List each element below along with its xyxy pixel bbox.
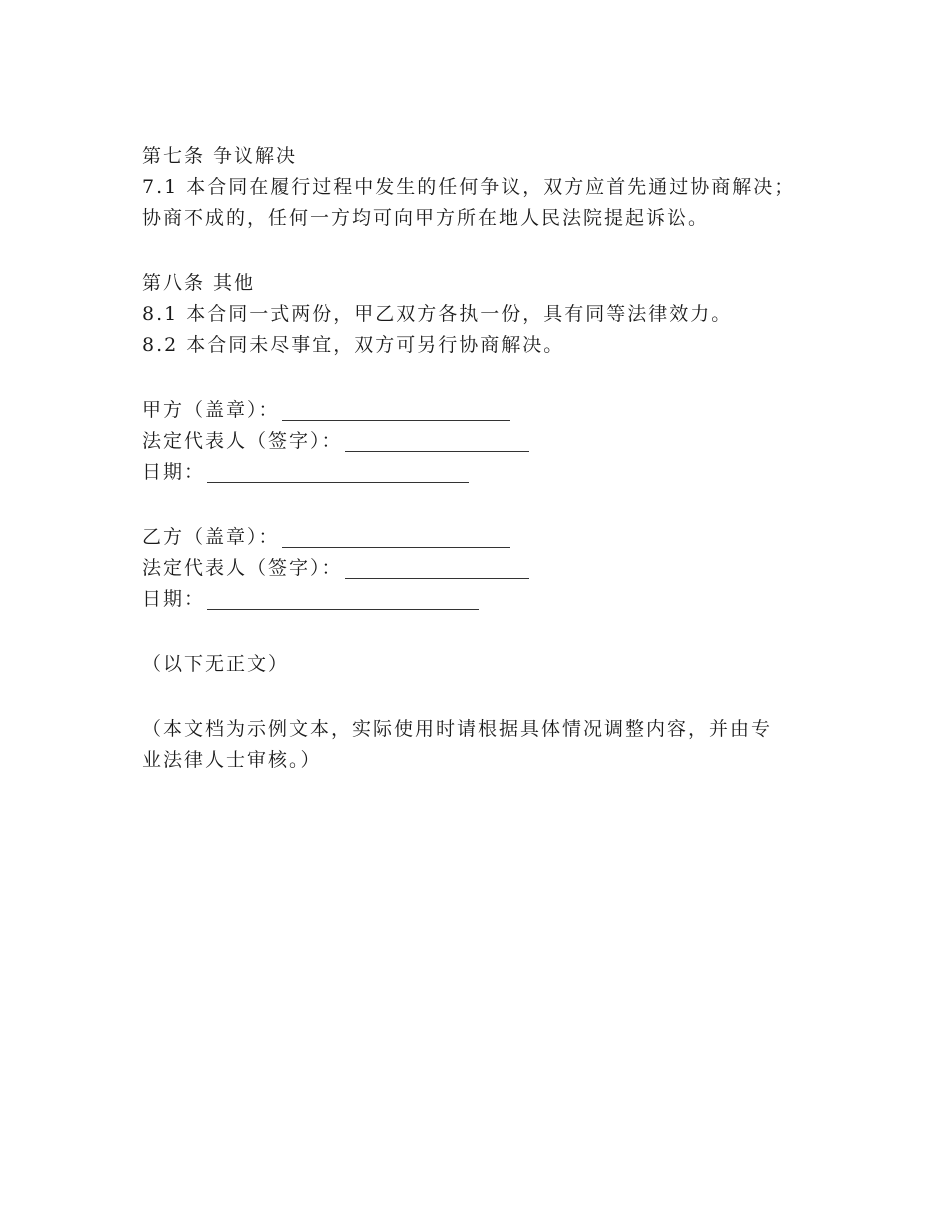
party-b-seal-label: 乙方（盖章）： bbox=[142, 526, 280, 548]
party-b-date-label: 日期： bbox=[142, 588, 206, 610]
party-b-seal-blank bbox=[282, 528, 510, 548]
party-b-rep-label: 法定代表人（签字）： bbox=[142, 557, 343, 579]
party-a-rep-blank bbox=[345, 432, 529, 452]
clause-7-1-line-1: 7.1 本合同在履行过程中发生的任何争议，双方应首先通过协商解决； bbox=[142, 176, 796, 198]
disclaimer-line-2: 业法律人士审核。） bbox=[142, 749, 322, 771]
disclaimer-line-1: （本文档为示例文本，实际使用时请根据具体情况调整内容，并由专 bbox=[142, 718, 773, 740]
party-b-date-blank bbox=[207, 590, 479, 610]
party-a-rep-row bbox=[142, 426, 842, 457]
party-a-date-row bbox=[142, 457, 842, 488]
article-7-heading: 第七条 争议解决 bbox=[142, 145, 298, 167]
document-page bbox=[142, 141, 842, 776]
end-of-text-note: （以下无正文） bbox=[142, 653, 290, 675]
party-b-seal-row bbox=[142, 522, 842, 553]
party-a-seal-row bbox=[142, 395, 842, 426]
party-a-seal-label: 甲方（盖章）： bbox=[142, 399, 280, 421]
party-b-rep-row bbox=[142, 553, 842, 584]
clause-7-1-line-2: 协商不成的，任何一方均可向甲方所在地人民法院提起诉讼。 bbox=[142, 207, 710, 229]
party-a-rep-label: 法定代表人（签字）： bbox=[142, 430, 343, 452]
clause-8-2: 8.2 本合同未尽事宜，双方可另行协商解决。 bbox=[142, 334, 565, 356]
party-b-rep-blank bbox=[345, 559, 529, 579]
party-b-date-row bbox=[142, 584, 842, 615]
article-8-heading: 第八条 其他 bbox=[142, 272, 256, 294]
clause-8-1: 8.1 本合同一式两份，甲乙双方各执一份，具有同等法律效力。 bbox=[142, 303, 733, 325]
party-a-seal-blank bbox=[282, 401, 510, 421]
party-a-date-blank bbox=[207, 463, 469, 483]
party-a-date-label: 日期： bbox=[142, 461, 206, 483]
